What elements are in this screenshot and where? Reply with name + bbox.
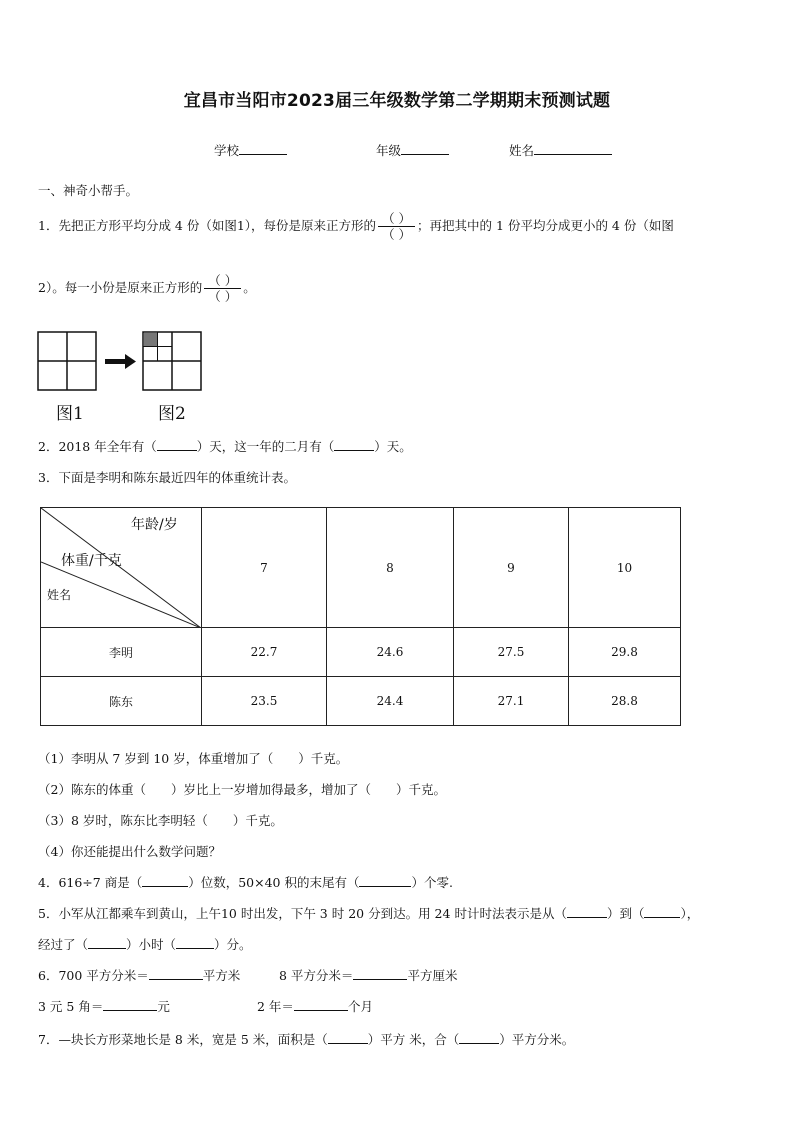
table-cell: 27.5 (454, 628, 569, 677)
corner-name-label: 姓名 (47, 588, 72, 602)
table-row (41, 628, 681, 677)
table-cell: 28.8 (569, 677, 681, 726)
question-1-line-1 (38, 211, 674, 242)
grade-blank[interactable] (401, 142, 449, 155)
q5-blank-2[interactable] (644, 905, 680, 918)
school-label: 学校 (214, 143, 240, 158)
figure-1-label: 图1 (56, 404, 84, 424)
age-header: 8 (327, 508, 454, 628)
age-header: 10 (569, 508, 681, 628)
section-heading: 一、神奇小帮手。 (38, 183, 139, 198)
arrow-icon (105, 354, 136, 369)
q7-blank-2[interactable] (459, 1031, 499, 1044)
table-cell: 29.8 (569, 628, 681, 677)
weight-table (40, 507, 681, 726)
school-blank[interactable] (239, 142, 287, 155)
question-1-line-2 (38, 273, 256, 304)
figure-2-square (143, 332, 201, 390)
name-label: 姓名 (509, 143, 535, 158)
table-cell: 27.1 (454, 677, 569, 726)
question-6-part-d: 2 年＝ 个月 (257, 999, 373, 1014)
q6-blank-1[interactable] (149, 967, 203, 980)
q1-fraction-1[interactable]: $\frac{( )}{( )}$ (378, 211, 415, 242)
q1-text-a: 1．先把正方形平均分成 4 份（如图1），每份是原来正方形的 (38, 218, 377, 233)
q2-blank-1[interactable] (157, 438, 197, 451)
name-field (509, 141, 612, 159)
question-6-part-c: 3 元 5 角＝ 元 (38, 999, 170, 1014)
q6-blank-3[interactable] (103, 998, 157, 1011)
q5-blank-4[interactable] (176, 936, 214, 949)
q6-blank-2[interactable] (353, 967, 407, 980)
question-3-stem: 3．下面是李明和陈东最近四年的体重统计表。 (38, 470, 296, 485)
question-2: 2．2018 年全年有（ ）天，这一年的二月有（ ）天。 (38, 439, 412, 454)
grade-label: 年级 (376, 143, 402, 158)
q7-blank-1[interactable] (328, 1031, 368, 1044)
table-corner-header (41, 508, 202, 628)
question-5-line-1: 5．小军从江都乘车到黄山，上午10 时出发，下午 3 时 20 分到达。用 24 时计时法表示是从（ ）到（ ）， (38, 906, 700, 921)
q5-blank-1[interactable] (567, 905, 607, 918)
school-field (214, 141, 287, 159)
question-5-line-2: 经过了（ ）小时（ ）分。 (38, 937, 252, 952)
row-name: 陈东 (41, 677, 202, 726)
grade-field (376, 141, 449, 159)
q1-figures (37, 331, 207, 393)
q6-blank-4[interactable] (294, 998, 348, 1011)
q2-blank-2[interactable] (334, 438, 374, 451)
q1-text-b: ；再把其中的 1 份平均分成更小的 4 份（如图 (417, 218, 674, 233)
name-blank[interactable] (534, 142, 612, 155)
age-header: 9 (454, 508, 569, 628)
q1-text-end: 。 (243, 280, 256, 295)
q5-blank-3[interactable] (88, 936, 126, 949)
figure-1-square (38, 332, 96, 390)
figure-2-label: 图2 (158, 404, 186, 424)
question-6-part-b: 8 平方分米＝ 平方厘米 (279, 968, 458, 983)
table-cell: 22.7 (202, 628, 327, 677)
question-7: 7．—块长方形菜地长是 8 米，宽是 5 米，面积是（ ）平方 米，合（ ）平方分米。 (38, 1032, 575, 1047)
age-header: 7 (202, 508, 327, 628)
question-3-sub-1: （1）李明从 7 岁到 10 岁，体重增加了（ ）千克。 (38, 751, 349, 766)
table-cell: 24.6 (327, 628, 454, 677)
row-name: 李明 (41, 628, 202, 677)
question-3-sub-3: （3）8 岁时，陈东比李明轻（ ）千克。 (38, 813, 283, 828)
q4-blank-1[interactable] (142, 874, 188, 887)
corner-weight-label: 体重/千克 (61, 553, 122, 569)
q4-blank-2[interactable] (359, 874, 411, 887)
question-6-part-a: 6．700 平方分米＝ 平方米 (38, 968, 241, 983)
question-4: 4．616÷7 商是（ ）位数，50×40 积的末尾有（ ）个零. (38, 875, 453, 890)
question-3-sub-4: （4）你还能提出什么数学问题？ (38, 844, 221, 859)
table-row (41, 677, 681, 726)
question-3-sub-2: （2）陈东的体重（ ）岁比上一岁增加得最多，增加了（ ）千克。 (38, 782, 446, 797)
corner-age-label: 年龄/岁 (131, 517, 178, 533)
table-cell: 24.4 (327, 677, 454, 726)
page-title: 宜昌市当阳市2023届三年级数学第二学期期末预测试题 (183, 91, 611, 111)
table-cell: 23.5 (202, 677, 327, 726)
q1-text-c: 2）。每一小份是原来正方形的 (38, 280, 203, 295)
q1-fraction-2[interactable]: $\frac{( )}{( )}$ (204, 273, 241, 304)
